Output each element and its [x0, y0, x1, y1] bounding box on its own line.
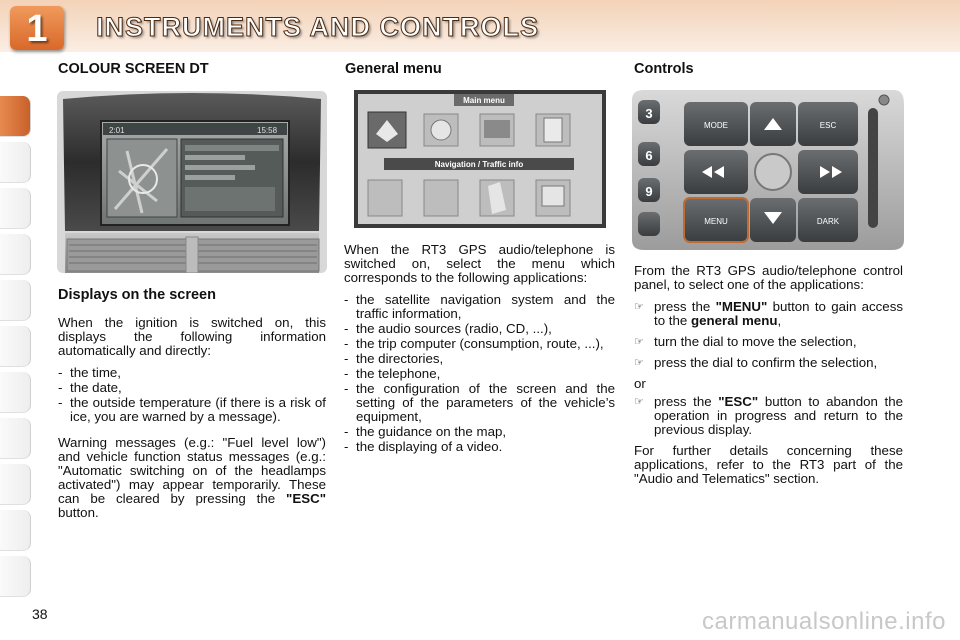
- warning-paragraph: Warning messages (e.g.: "Fuel level low") and vehicle function status messages (e.g.: "Automatic switching on of the headlamps activated") may appear temporarily. These can be cleared by pressing the "ESC" button.: [58, 435, 326, 520]
- list-item: - the displaying of a video.: [344, 439, 503, 454]
- main-menu-title: Main menu: [463, 96, 505, 105]
- general-menu-intro: When the RT3 GPS audio/telephone is switched on, select the menu which corresponds to the following applications:: [344, 242, 615, 285]
- general-menu-screenshot: [354, 90, 606, 228]
- controls-steps: [634, 300, 903, 370]
- column-general-menu: [345, 62, 615, 76]
- side-tab-chapter-3[interactable]: [0, 188, 31, 229]
- section-title-displays: Displays on the screen: [58, 287, 216, 303]
- list-item: ☞ press the dial to confirm the selection,: [634, 355, 878, 370]
- colour-screen-photo: [57, 91, 327, 273]
- side-tab-chapter-10[interactable]: [0, 510, 31, 551]
- displays-list: [58, 366, 326, 424]
- pointer-icon: ☞: [634, 357, 644, 369]
- list-item: ☞ turn the dial to move the selection,: [634, 334, 857, 349]
- mode-button-label: MODE: [704, 121, 728, 130]
- side-tab-chapter-11[interactable]: [0, 556, 31, 597]
- list-item: - the date,: [58, 380, 122, 395]
- list-item: - the time,: [58, 365, 121, 380]
- side-tab-chapter-2[interactable]: [0, 142, 31, 183]
- or-separator: or: [634, 376, 646, 391]
- screen-time: 15:58: [257, 126, 278, 135]
- preset-3-label: 3: [645, 106, 653, 121]
- list-item: - the outside temperature (if there is a risk of ice, you are warned by a message).: [58, 395, 326, 424]
- page-header: [0, 0, 960, 52]
- list-item: - the satellite navigation system and the traffic information,: [344, 292, 615, 321]
- preset-9-label: 9: [645, 184, 653, 199]
- list-item: - the audio sources (radio, CD, ...),: [344, 321, 552, 336]
- controls-intro: From the RT3 GPS audio/telephone control panel, to select one of the applications:: [634, 263, 903, 292]
- side-tab-chapter-4[interactable]: [0, 234, 31, 275]
- pointer-icon: ☞: [634, 301, 644, 313]
- side-tab-chapter-5[interactable]: [0, 280, 31, 321]
- pointer-icon: ☞: [634, 336, 644, 348]
- column-colour-screen: [58, 62, 326, 76]
- list-item: ☞ press the "ESC" button to abandon the operation in progress and return to the previous display.: [634, 394, 903, 437]
- side-tab-chapter-9[interactable]: [0, 464, 31, 505]
- column-controls-text: [634, 264, 903, 494]
- column-general-menu-text: [344, 243, 615, 462]
- list-item: - the configuration of the screen and the setting of the parameters of the vehicle’s equipment,: [344, 381, 615, 424]
- controls-footer: For further details concerning these applications, refer to the RT3 part of the "Audio and Telematics" section.: [634, 443, 903, 486]
- side-tab-chapter-7[interactable]: [0, 372, 31, 413]
- section-title-colour-screen: COLOUR SCREEN DT: [58, 61, 209, 77]
- applications-list: [344, 293, 615, 454]
- list-item: - the telephone,: [344, 366, 441, 381]
- page-number: 38: [32, 606, 48, 622]
- pointer-icon: ☞: [634, 396, 644, 408]
- menu-button-label: MENU: [704, 217, 728, 226]
- controls-steps-alt: [634, 395, 903, 437]
- displays-intro: When the ignition is switched on, this displays the following information automatically and directly:: [58, 315, 326, 358]
- column-controls: [634, 62, 904, 76]
- watermark: carmanualsonline.info: [702, 608, 946, 635]
- esc-emphasis: "ESC": [286, 491, 326, 506]
- selected-menu-label: Navigation / Traffic info: [434, 160, 524, 169]
- list-item: - the directories,: [344, 351, 444, 366]
- preset-6-label: 6: [645, 148, 653, 163]
- screen-left-code: 2:01: [109, 126, 125, 135]
- column-displays: [58, 288, 326, 528]
- side-tab-chapter-6[interactable]: [0, 326, 31, 367]
- list-item: - the guidance on the map,: [344, 424, 507, 439]
- list-item: ☞ press the "MENU" button to gain access to the general menu,: [634, 299, 904, 328]
- side-tab-chapter-8[interactable]: [0, 418, 31, 459]
- chapter-title: INSTRUMENTS AND CONTROLS: [96, 12, 539, 42]
- chapter-number: 1: [26, 8, 48, 50]
- chapter-badge: [10, 6, 64, 50]
- side-tab-chapter-1[interactable]: [0, 96, 31, 137]
- esc-button-label: ESC: [819, 121, 837, 130]
- dark-button-label: DARK: [816, 217, 840, 226]
- section-title-controls: Controls: [634, 61, 694, 77]
- section-title-general-menu: General menu: [345, 61, 442, 77]
- list-item: - the trip computer (consumption, route, ...),: [344, 336, 604, 351]
- control-panel-photo: [632, 90, 904, 250]
